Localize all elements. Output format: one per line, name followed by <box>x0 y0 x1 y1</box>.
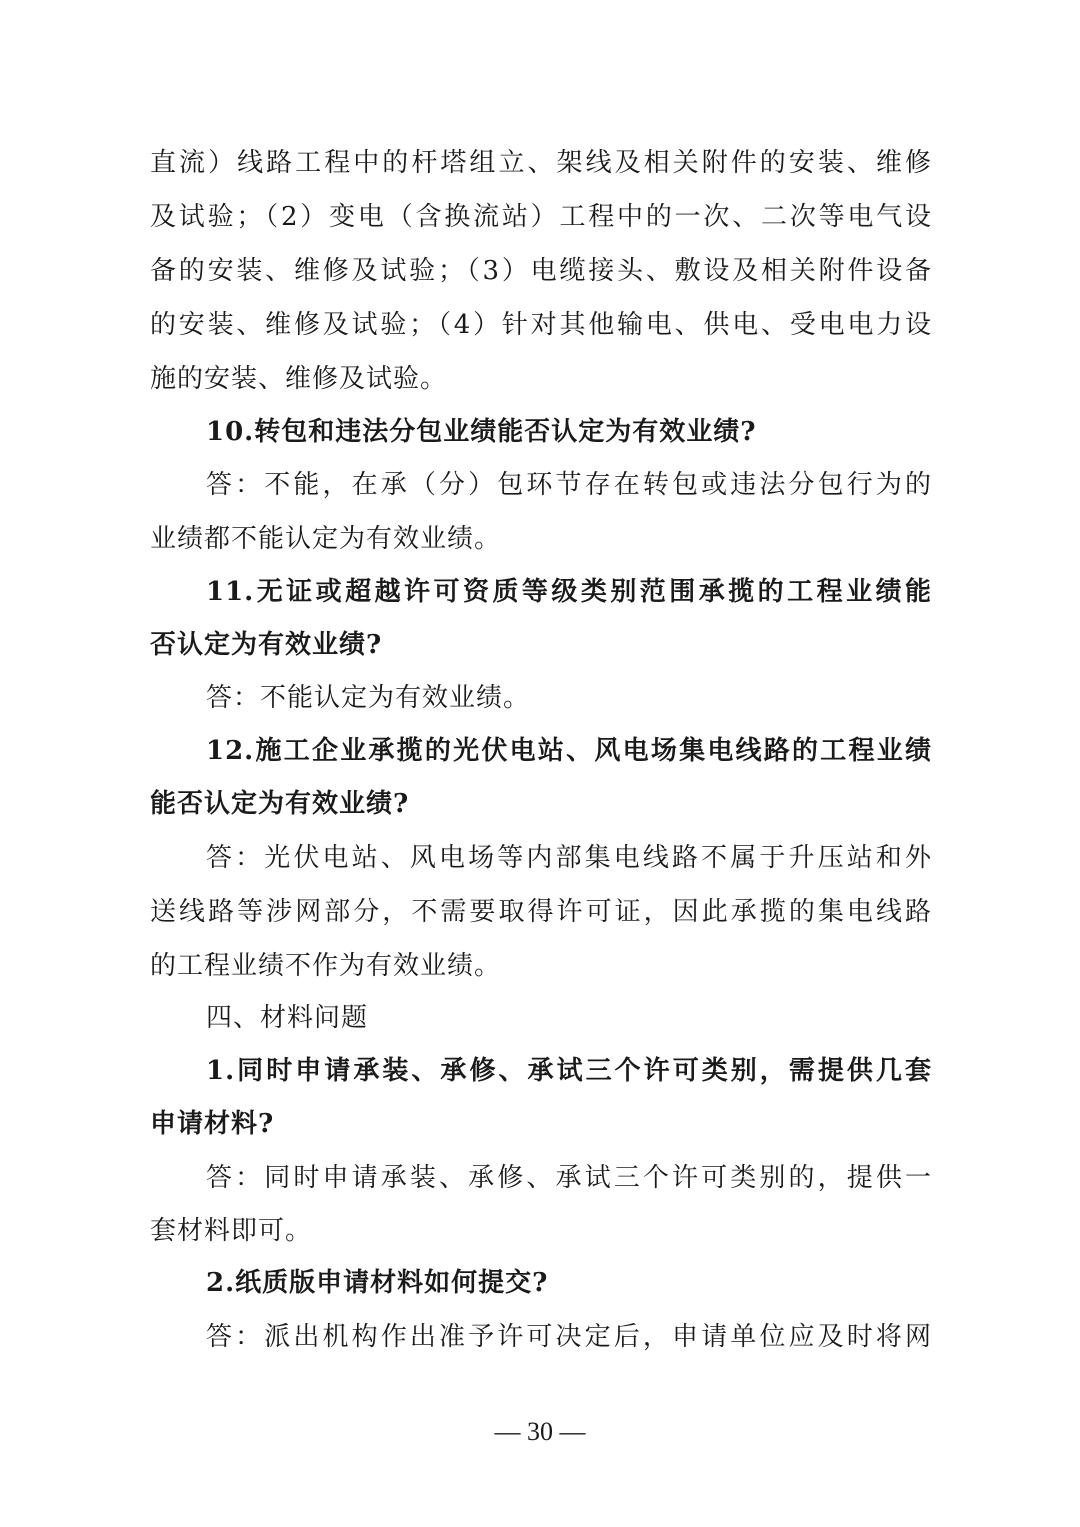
answer-text-line: 答：不能认定为有效业绩。 <box>206 683 531 713</box>
body-text-line: 施的安装、维修及试验。 <box>150 364 448 394</box>
body-text-line: 及试验；（2）变电（含换流站）工程中的一次、二次等电气设 <box>150 202 932 232</box>
section-heading: 四、材料问题 <box>206 1003 369 1033</box>
question-heading: 1.同时申请承装、承修、承试三个许可类别，需提供几套 <box>206 1056 932 1086</box>
answer-text-line: 答：不能，在承（分）包环节存在转包或违法分包行为的 <box>206 470 932 500</box>
answer-text-line: 答：同时申请承装、承修、承试三个许可类别的，提供一 <box>206 1163 932 1193</box>
question-heading: 2.纸质版申请材料如何提交? <box>206 1268 549 1298</box>
answer-text-line: 套材料即可。 <box>150 1216 313 1246</box>
answer-text-line: 的工程业绩不作为有效业绩。 <box>150 951 502 981</box>
question-heading: 10.转包和违法分包业绩能否认定为有效业绩? <box>206 417 757 447</box>
question-heading: 申请材料? <box>150 1109 275 1139</box>
question-heading: 能否认定为有效业绩? <box>150 789 410 819</box>
body-text-line: 直流）线路工程中的杆塔组立、架线及相关附件的安装、维修 <box>150 148 932 178</box>
question-heading: 12.施工企业承揽的光伏电站、风电场集电线路的工程业绩 <box>206 736 932 766</box>
body-text-line: 的安装、维修及试验；（4）针对其他输电、供电、受电电力设 <box>150 310 932 340</box>
answer-text-line: 业绩都不能认定为有效业绩。 <box>150 524 502 554</box>
answer-text-line: 答：光伏电站、风电场等内部集电线路不属于升压站和外 <box>206 843 932 873</box>
answer-text-line: 送线路等涉网部分，不需要取得许可证，因此承揽的集电线路 <box>150 897 932 927</box>
question-heading: 11.无证或超越许可资质等级类别范围承揽的工程业绩能 <box>206 577 932 607</box>
page-number: — 30 — <box>494 1417 586 1446</box>
answer-text-line: 答：派出机构作出准予许可决定后，申请单位应及时将网 <box>206 1322 932 1352</box>
question-heading: 否认定为有效业绩? <box>150 630 383 660</box>
body-text-line: 备的安装、维修及试验；（3）电缆接头、敷设及相关附件设备 <box>150 256 932 286</box>
